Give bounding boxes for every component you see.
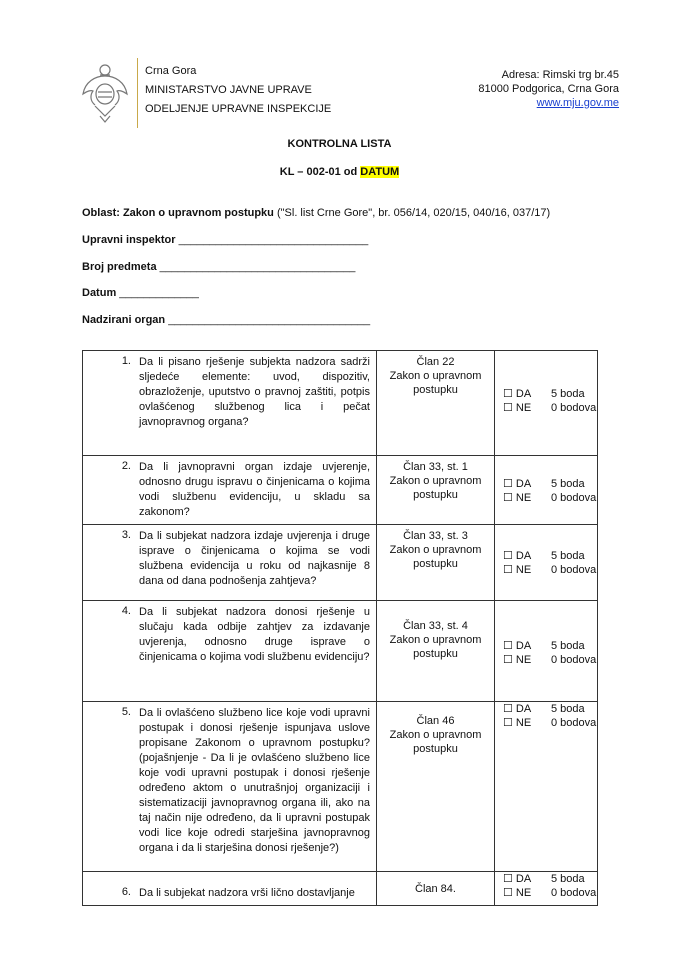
checklist-row (83, 456, 598, 525)
field-date[interactable] (82, 287, 199, 299)
law-cell (377, 525, 495, 601)
checklist-row (83, 351, 598, 456)
option-ne-checkbox[interactable]: ☐ NE (503, 492, 532, 504)
option-ne-checkbox[interactable]: ☐ NE (503, 564, 532, 576)
question-cell (83, 601, 377, 702)
question-text: Da li ovlašćeno službeno lice koje vodi upravni postupak i donosi rješenje ispunjava uslove propisane Zakonom o upravnom postupku? (pojašnjenje - Da li je ovlašćeno službeno lice koje vodi upravni postupak i donosi rješenje određeno aktom o unutrašnjoj organizaciji i sistematizaciji javnopravnog organa ili, ako na taj način nije određeno, da li upravni postupak vodi lice koje odredi starješina javnopravnog organa i da li starješina donosi rješenje?) (139, 707, 370, 854)
option-da-checkbox[interactable]: ☐ DA (503, 550, 532, 562)
law-cell (377, 601, 495, 702)
checklist-row (83, 702, 598, 872)
field-blank[interactable]: _________________________________ (168, 314, 371, 326)
address-line: 81000 Podgorica, Crna Gora (478, 83, 619, 95)
law-cell (377, 702, 495, 872)
question-text: Da li subjekat nadzora izdaje uvjerenja i druge isprave o činjenicama o kojima se vodi službena evidencija u roku od najkasnije 8 dana od dana podnošenja zahtjeva? (139, 530, 370, 587)
header-divider (137, 58, 138, 128)
law-reference-line: Zakon o upravnom (389, 370, 482, 382)
answer-cell (495, 601, 598, 702)
points-da: 5 boda (551, 640, 585, 652)
option-da-checkbox[interactable]: ☐ DA (503, 478, 532, 490)
answer-cell (495, 525, 598, 601)
law-reference-line: postupku (413, 384, 458, 396)
field-supervised-body[interactable] (82, 314, 370, 326)
points-da: 5 boda (551, 478, 585, 490)
question-number: 4. (121, 605, 131, 617)
oblast-line (82, 207, 550, 219)
law-reference-line: Zakon o upravnom (389, 475, 482, 487)
law-cell (377, 351, 495, 456)
field-case-number[interactable] (82, 261, 355, 273)
answer-cell (495, 456, 598, 525)
field-label: Datum (82, 287, 117, 299)
organization-block (145, 62, 331, 119)
points-ne: 0 bodova (551, 887, 597, 899)
question-cell (83, 872, 377, 906)
question-cell (83, 351, 377, 456)
field-inspector[interactable] (82, 234, 368, 246)
law-cell (377, 456, 495, 525)
document-title: KONTROLNA LISTA (287, 138, 392, 150)
law-reference-line: Zakon o upravnom (389, 544, 482, 556)
points-da: 5 boda (551, 703, 585, 715)
law-reference-line: Član 33, st. 3 (403, 530, 468, 542)
code-date: DATUM (360, 166, 400, 178)
field-blank[interactable]: ________________________________ (159, 261, 356, 273)
field-label: Broj predmeta (82, 261, 157, 273)
address-block (478, 68, 619, 110)
question-cell (83, 525, 377, 601)
law-reference-line: Član 84. (415, 883, 456, 895)
law-reference-line: Zakon o upravnom (389, 729, 482, 741)
field-label: Upravni inspektor (82, 234, 176, 246)
option-da-checkbox[interactable]: ☐ DA (503, 388, 532, 400)
question-cell (83, 456, 377, 525)
oblast-reference: ("Sl. list Crne Gore", br. 056/14, 020/15, 040/16, 037/17) (276, 207, 551, 219)
field-blank[interactable]: _____________ (119, 287, 199, 299)
law-reference-line: postupku (413, 489, 458, 501)
website-link[interactable]: www.mju.gov.me (536, 97, 619, 109)
coat-of-arms-logo (80, 62, 130, 124)
points-da: 5 boda (551, 388, 585, 400)
points-ne: 0 bodova (551, 717, 597, 729)
points-ne: 0 bodova (551, 654, 597, 666)
checklist-row (83, 525, 598, 601)
option-da-checkbox[interactable]: ☐ DA (503, 873, 532, 885)
option-ne-checkbox[interactable]: ☐ NE (503, 887, 532, 899)
answer-cell (495, 702, 598, 872)
question-text: Da li pisano rješenje subjekta nadzora sadrži sljedeće elemente: uvod, dispozitiv, obrazloženje, uputstvo o pravnoj zaštiti, potpis ovlašćenog službenog lica i pečat javnopravnog organa? (139, 356, 370, 428)
question-number: 1. (121, 355, 131, 367)
question-text: Da li subjekat nadzora donosi rješenje u slučaju kada odbije zahtjev za izdavanje uvjerenja, odnosno druge isprave o činjenicama o kojima vodi službenu evidenciju? (139, 606, 370, 663)
law-reference-line: postupku (413, 558, 458, 570)
points-da: 5 boda (551, 550, 585, 562)
option-ne-checkbox[interactable]: ☐ NE (503, 402, 532, 414)
law-reference-line: Član 33, st. 1 (403, 461, 468, 473)
answer-cell (495, 351, 598, 456)
points-ne: 0 bodova (551, 492, 597, 504)
code-prefix: KL – 002-01 od (279, 166, 358, 178)
address-line: Adresa: Rimski trg br.45 (501, 69, 619, 81)
law-reference-line: postupku (413, 648, 458, 660)
law-reference-line: postupku (413, 743, 458, 755)
law-reference-line: Član 46 (416, 715, 455, 727)
law-reference-line: Član 33, st. 4 (403, 620, 468, 632)
option-ne-checkbox[interactable]: ☐ NE (503, 654, 532, 666)
option-ne-checkbox[interactable]: ☐ NE (503, 717, 532, 729)
org-line: MINISTARSTVO JAVNE UPRAVE (145, 84, 312, 96)
checklist-row (83, 872, 598, 906)
question-number: 2. (121, 460, 131, 472)
field-label: Nadzirani organ (82, 314, 166, 326)
checklist-row (83, 601, 598, 702)
question-number: 3. (121, 529, 131, 541)
option-da-checkbox[interactable]: ☐ DA (503, 703, 532, 715)
question-text: Da li subjekat nadzora vrši lično dostavljanje (139, 887, 355, 899)
question-number: 5. (121, 706, 131, 718)
question-text: Da li javnopravni organ izdaje uvjerenje, odnosno drugu ispravu o činjenicama o kojima vodi službenu evidenciju, u skladu sa zakonom? (139, 461, 370, 518)
org-line: Crna Gora (145, 65, 197, 77)
oblast-label: Oblast: Zakon o upravnom postupku (82, 207, 274, 219)
question-cell (83, 702, 377, 872)
points-da: 5 boda (551, 873, 585, 885)
answer-cell (495, 872, 598, 906)
points-ne: 0 bodova (551, 564, 597, 576)
law-reference-line: Zakon o upravnom (389, 634, 482, 646)
checklist-table (82, 350, 598, 906)
law-reference-line: Član 22 (416, 356, 455, 368)
law-cell (377, 872, 495, 906)
points-ne: 0 bodova (551, 402, 597, 414)
option-da-checkbox[interactable]: ☐ DA (503, 640, 532, 652)
field-blank[interactable]: _______________________________ (178, 234, 369, 246)
question-number: 6. (121, 886, 131, 898)
org-line: ODELJENJE UPRAVNE INSPEKCIJE (145, 103, 332, 115)
document-code (0, 166, 679, 178)
